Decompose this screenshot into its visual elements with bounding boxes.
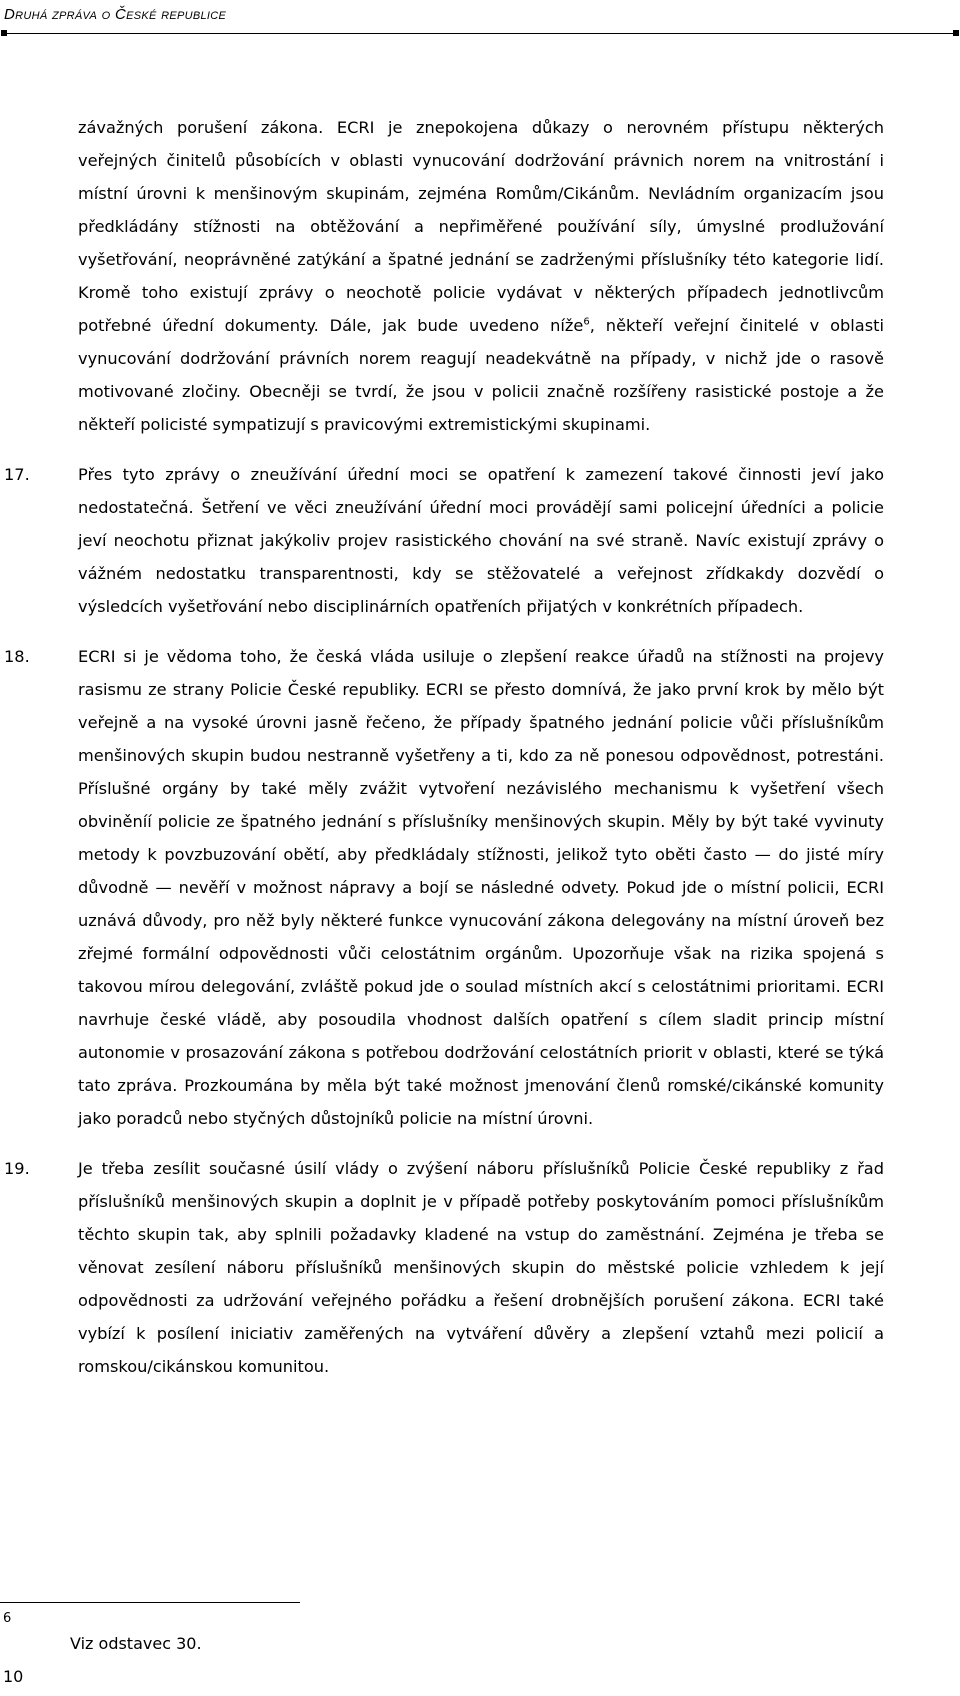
paragraph-text: Přes tyto zprávy o zneužívání úřední moci se opatření k zamezení takové činnosti jeví jako nedostatečná. Šetření ve věci zneužívání úřední moci provádějí sami policejní úředníci a policie jeví neochotu přiznat jakýkoliv projev rasistického chování na své straně. Navíc existují zprávy o vážném nedostatku transparentnosti, kdy se stěžovatelé a veřejnost zřídkakdy dozvědí o výsledcích vyšetřování nebo disciplinárních opatřeních přijatých v konkrétních případech.	[78, 465, 884, 616]
paragraph-text: Je třeba zesílit současné úsilí vlády o zvýšení náboru příslušníků Policie České republiky z řad příslušníků menšinových skupin a doplnit je v případě potřeby poskytováním pomoci příslušníkům těchto skupin tak, aby splnili požadavky kladené na vstup do zaměstnání. Zejména je třeba se věnovat zesílení náboru příslušníků menšinových skupin do městské policie vzhledem k její odpovědnosti za udržování veřejného pořádku a řešení drobnějších porušení zákona. ECRI také vybízí k posílení iniciativ zaměřených na vytváření důvěry a zlepšení vztahů mezi policií a romskou/cikánskou komunitou.	[78, 1159, 884, 1376]
page-number: 10	[3, 1667, 24, 1686]
paragraph-number: 18.	[4, 647, 30, 666]
header-rule	[4, 33, 956, 34]
footnote-text: Viz odstavec 30.	[70, 1634, 202, 1653]
paragraph-17	[4, 458, 884, 623]
footnote-mark: 6	[3, 1611, 12, 1626]
document-body	[4, 111, 884, 1383]
paragraph-18	[4, 640, 884, 1135]
paragraph-text: ECRI si je vědoma toho, že česká vláda usiluje o zlepšení reakce úřadů na stížnosti na projevy rasismu ze strany Policie České republiky. ECRI se přesto domnívá, že jako první krok by mělo být veřejně a na vysoké úrovni jasně řečeno, že případy špatného jednání policie vůči příslušníkům menšinových skupin budou nestranně vyšetřeny a ti, kdo za ně ponesou odpovědnost, potrestáni. Příslušné orgány by také měly zvážit vytvoření nezávislého mechanismu k vyšetření všech obviněníí policie ze špatného jednání s příslušníky menšinových skupin. Měly by být také vyvinuty metody k povzbuzování obětí, aby předkládaly stížnosti, jelikož tyto oběti často — do jisté míry důvodně — nevěří v možnost nápravy a bojí se následné odvety. Pokud jde o místní policii, ECRI uznává důvody, pro něž byly některé funkce vynucování zákona delegovány na místní úroveň bez zřejmé formální odpovědnosti vůči celostátnim orgánům. Upozorňuje však na rizika spojená s takovou mírou delegování, zvláště pokud jde o soulad místních akcí s celostátnimi prioritami. ECRI navrhuje české vládě, aby posoudila vhodnost dalších opatření s cílem sladit princip místní autonomie v prosazování zákona s potřebou dodržování celostátních priorit v oblasti, které se týká tato zpráva. Prozkoumána by měla být také možnost jmenování členů romské/cikánské komunity jako poradců nebo styčných důstojníků policie na místní úrovni.	[78, 647, 884, 1128]
paragraph-continued	[78, 111, 884, 441]
running-header	[4, 4, 960, 38]
footnote-separator	[0, 1602, 300, 1603]
paragraph-number: 19.	[4, 1159, 30, 1178]
paragraph-19	[4, 1152, 884, 1383]
paragraph-text-part-2: , někteří veřejní činitelé v oblasti vynucování dodržování právních norem reagují neadekvátně na případy, v nichž jde o rasově motivované zločiny. Obecněji se tvrdí, že jsou v policii značně rozšířeny rasistické postoje a že někteří policisté sympatizují s pravicovými extremistickými skupinami.	[78, 316, 884, 434]
footnote-reference[interactable]: 6	[583, 316, 590, 328]
paragraph-number: 17.	[4, 465, 30, 484]
paragraph-text-part-1: závažných porušení zákona. ECRI je znepokojena důkazy o nerovném přístupu některých veřejných činitelů působících v oblasti vynucování dodržování právnich norem na vnitrostání i místní úrovni k menšinovým skupinám, zejména Romům/Cikánům. Nevládním organizacím jsou předkládány stížnosti na obtěžování a nepřiměřené používání síly, úmyslné prodlužování vyšetřování, neoprávněné zatýkání a špatné jednání se zadrženými příslušníky této kategorie lidí. Kromě toho existují zprávy o neochotě policie vydávat v některých případech jednotlivcům potřebné úřední dokumenty. Dále, jak bude uvedeno níže	[78, 118, 884, 335]
document-title: Druhá zpráva o České republice	[4, 6, 227, 23]
